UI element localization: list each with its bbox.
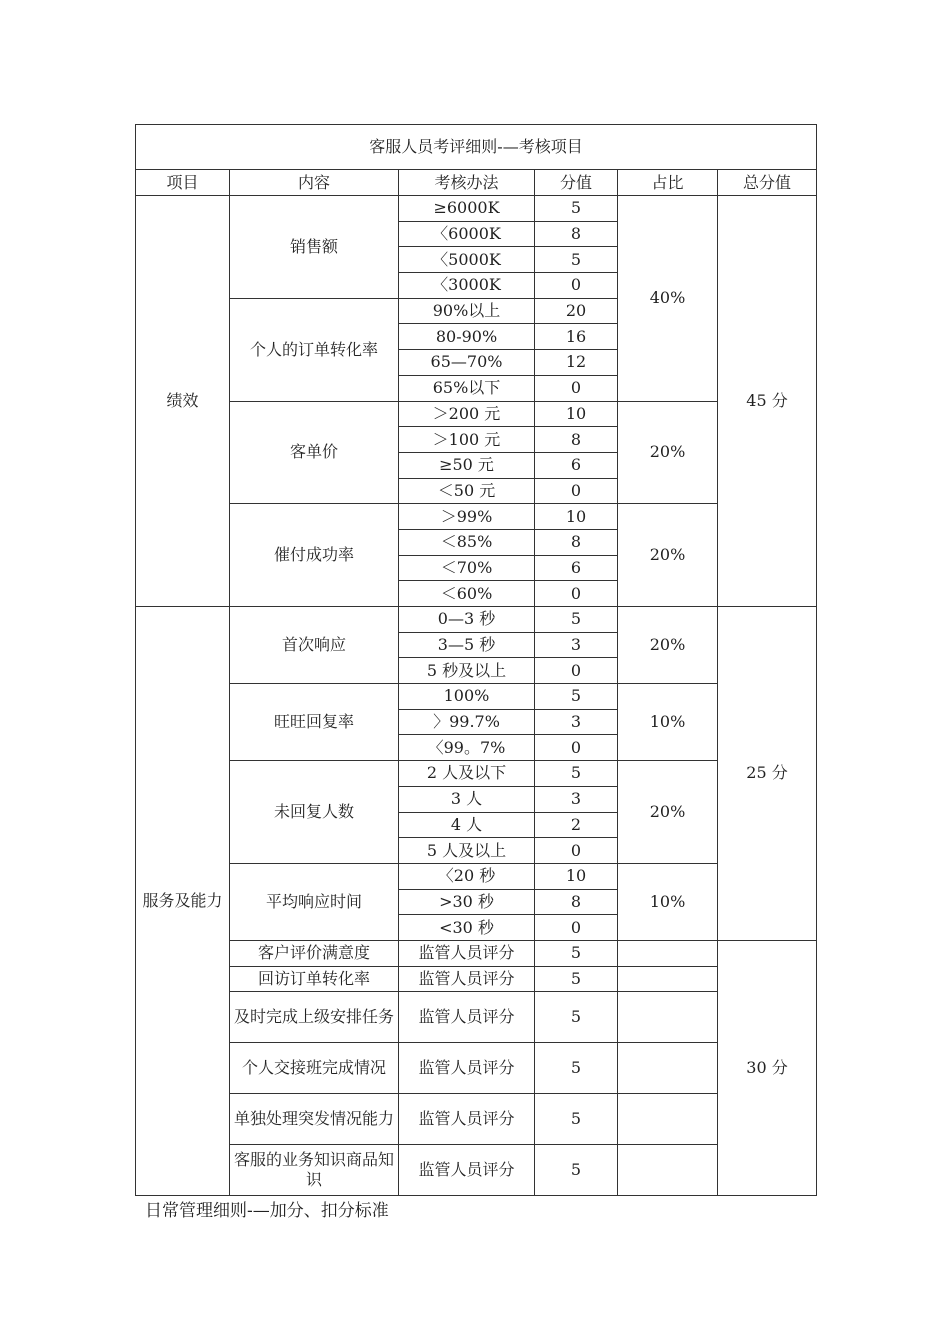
score-cell: 0 bbox=[535, 915, 618, 941]
ratio-cell: 20% bbox=[618, 504, 718, 607]
method-cell: 监管人员评分 bbox=[399, 1144, 535, 1195]
score-cell: 5 bbox=[535, 761, 618, 787]
table-row bbox=[136, 504, 817, 530]
content-cell: 客单价 bbox=[230, 401, 399, 504]
ratio-cell bbox=[618, 966, 718, 992]
score-cell: 0 bbox=[535, 273, 618, 299]
content-cell: 平均响应时间 bbox=[230, 863, 399, 940]
method-cell: 4 人 bbox=[399, 812, 535, 838]
score-cell: 5 bbox=[535, 992, 618, 1043]
method-cell: 〈99。7% bbox=[399, 735, 535, 761]
method-cell: ＜60% bbox=[399, 581, 535, 607]
method-cell: 〈20 秒 bbox=[399, 863, 535, 889]
score-cell: 5 bbox=[535, 247, 618, 273]
method-cell: <30 秒 bbox=[399, 915, 535, 941]
score-cell: 3 bbox=[535, 632, 618, 658]
method-cell: 100% bbox=[399, 684, 535, 710]
score-cell: 6 bbox=[535, 452, 618, 478]
table-row bbox=[136, 1144, 817, 1195]
score-cell: 8 bbox=[535, 221, 618, 247]
table-row bbox=[136, 992, 817, 1043]
table-row bbox=[136, 607, 817, 633]
table-row bbox=[136, 966, 817, 992]
score-cell: 10 bbox=[535, 504, 618, 530]
table-row bbox=[136, 761, 817, 787]
method-cell: 监管人员评分 bbox=[399, 1093, 535, 1144]
score-cell: 5 bbox=[535, 966, 618, 992]
method-cell: ≥50 元 bbox=[399, 452, 535, 478]
score-cell: 5 bbox=[535, 607, 618, 633]
category-cell: 绩效 bbox=[136, 196, 230, 607]
content-cell: 销售额 bbox=[230, 196, 399, 299]
ratio-cell bbox=[618, 1043, 718, 1094]
score-cell: 2 bbox=[535, 812, 618, 838]
total-cell: 45 分 bbox=[718, 196, 817, 607]
ratio-cell: 10% bbox=[618, 684, 718, 761]
score-cell: 0 bbox=[535, 581, 618, 607]
score-cell: 12 bbox=[535, 350, 618, 376]
method-cell: 〈3000K bbox=[399, 273, 535, 299]
total-cell: 25 分 bbox=[718, 607, 817, 941]
score-cell: 20 bbox=[535, 298, 618, 324]
score-cell: 0 bbox=[535, 478, 618, 504]
score-cell: 5 bbox=[535, 1093, 618, 1144]
content-cell: 客服的业务知识商品知识 bbox=[230, 1144, 399, 1195]
method-cell: 65%以下 bbox=[399, 375, 535, 401]
method-cell: 监管人员评分 bbox=[399, 1043, 535, 1094]
content-cell: 个人的订单转化率 bbox=[230, 298, 399, 401]
method-cell: 〈5000K bbox=[399, 247, 535, 273]
content-cell: 催付成功率 bbox=[230, 504, 399, 607]
method-cell: 2 人及以下 bbox=[399, 761, 535, 787]
score-cell: 6 bbox=[535, 555, 618, 581]
score-cell: 0 bbox=[535, 838, 618, 864]
method-cell: 5 人及以上 bbox=[399, 838, 535, 864]
method-cell: ＞99% bbox=[399, 504, 535, 530]
method-cell: ＞200 元 bbox=[399, 401, 535, 427]
table-row bbox=[136, 170, 817, 196]
table-row bbox=[136, 1093, 817, 1144]
content-cell: 个人交接班完成情况 bbox=[230, 1043, 399, 1094]
score-cell: 8 bbox=[535, 427, 618, 453]
method-cell: ＜85% bbox=[399, 529, 535, 555]
method-cell: 5 秒及以上 bbox=[399, 658, 535, 684]
ratio-cell bbox=[618, 1093, 718, 1144]
score-cell: 10 bbox=[535, 401, 618, 427]
score-cell: 5 bbox=[535, 684, 618, 710]
table-row bbox=[136, 1043, 817, 1094]
content-cell: 首次响应 bbox=[230, 607, 399, 684]
total-cell: 30 分 bbox=[718, 940, 817, 1195]
score-cell: 8 bbox=[535, 889, 618, 915]
content-cell: 及时完成上级安排任务 bbox=[230, 992, 399, 1043]
category-cell: 服务及能力 bbox=[136, 607, 230, 1196]
method-cell: ＞100 元 bbox=[399, 427, 535, 453]
method-cell: 3 人 bbox=[399, 786, 535, 812]
method-cell: 90%以上 bbox=[399, 298, 535, 324]
method-cell: ＜50 元 bbox=[399, 478, 535, 504]
ratio-cell bbox=[618, 992, 718, 1043]
score-cell: 16 bbox=[535, 324, 618, 350]
method-cell: 80-90% bbox=[399, 324, 535, 350]
ratio-cell: 40% bbox=[618, 196, 718, 402]
table-row bbox=[136, 684, 817, 710]
method-cell: 监管人员评分 bbox=[399, 940, 535, 966]
score-cell: 0 bbox=[535, 735, 618, 761]
score-cell: 3 bbox=[535, 786, 618, 812]
score-cell: 0 bbox=[535, 375, 618, 401]
method-cell: 65—70% bbox=[399, 350, 535, 376]
assessment-table bbox=[135, 124, 817, 1196]
column-header: 内容 bbox=[230, 170, 399, 196]
content-cell: 单独处理突发情况能力 bbox=[230, 1093, 399, 1144]
score-cell: 5 bbox=[535, 1043, 618, 1094]
column-header: 分值 bbox=[535, 170, 618, 196]
column-header: 考核办法 bbox=[399, 170, 535, 196]
ratio-cell: 20% bbox=[618, 607, 718, 684]
table-row bbox=[136, 196, 817, 222]
footer-heading: 日常管理细则-—加分、扣分标准 bbox=[145, 1201, 389, 1221]
score-cell: 3 bbox=[535, 709, 618, 735]
column-header: 总分值 bbox=[718, 170, 817, 196]
content-cell: 未回复人数 bbox=[230, 761, 399, 864]
method-cell: 监管人员评分 bbox=[399, 966, 535, 992]
column-header: 项目 bbox=[136, 170, 230, 196]
score-cell: 0 bbox=[535, 658, 618, 684]
method-cell: 3—5 秒 bbox=[399, 632, 535, 658]
ratio-cell: 20% bbox=[618, 761, 718, 864]
method-cell: ＜70% bbox=[399, 555, 535, 581]
score-cell: 5 bbox=[535, 940, 618, 966]
method-cell: ≥6000K bbox=[399, 196, 535, 222]
table-row bbox=[136, 401, 817, 427]
ratio-cell: 10% bbox=[618, 863, 718, 940]
content-cell: 回访订单转化率 bbox=[230, 966, 399, 992]
table-row bbox=[136, 940, 817, 966]
column-header: 占比 bbox=[618, 170, 718, 196]
method-cell: 0—3 秒 bbox=[399, 607, 535, 633]
ratio-cell bbox=[618, 1144, 718, 1195]
ratio-cell bbox=[618, 940, 718, 966]
content-cell: 旺旺回复率 bbox=[230, 684, 399, 761]
score-cell: 5 bbox=[535, 1144, 618, 1195]
table-row bbox=[136, 863, 817, 889]
table-row bbox=[136, 125, 817, 170]
content-cell: 客户评价满意度 bbox=[230, 940, 399, 966]
method-cell: 〈6000K bbox=[399, 221, 535, 247]
score-cell: 10 bbox=[535, 863, 618, 889]
score-cell: 8 bbox=[535, 529, 618, 555]
method-cell: 监管人员评分 bbox=[399, 992, 535, 1043]
score-cell: 5 bbox=[535, 196, 618, 222]
method-cell: >30 秒 bbox=[399, 889, 535, 915]
method-cell: 〉99.7% bbox=[399, 709, 535, 735]
ratio-cell: 20% bbox=[618, 401, 718, 504]
table-title: 客服人员考评细则-—考核项目 bbox=[136, 125, 817, 170]
